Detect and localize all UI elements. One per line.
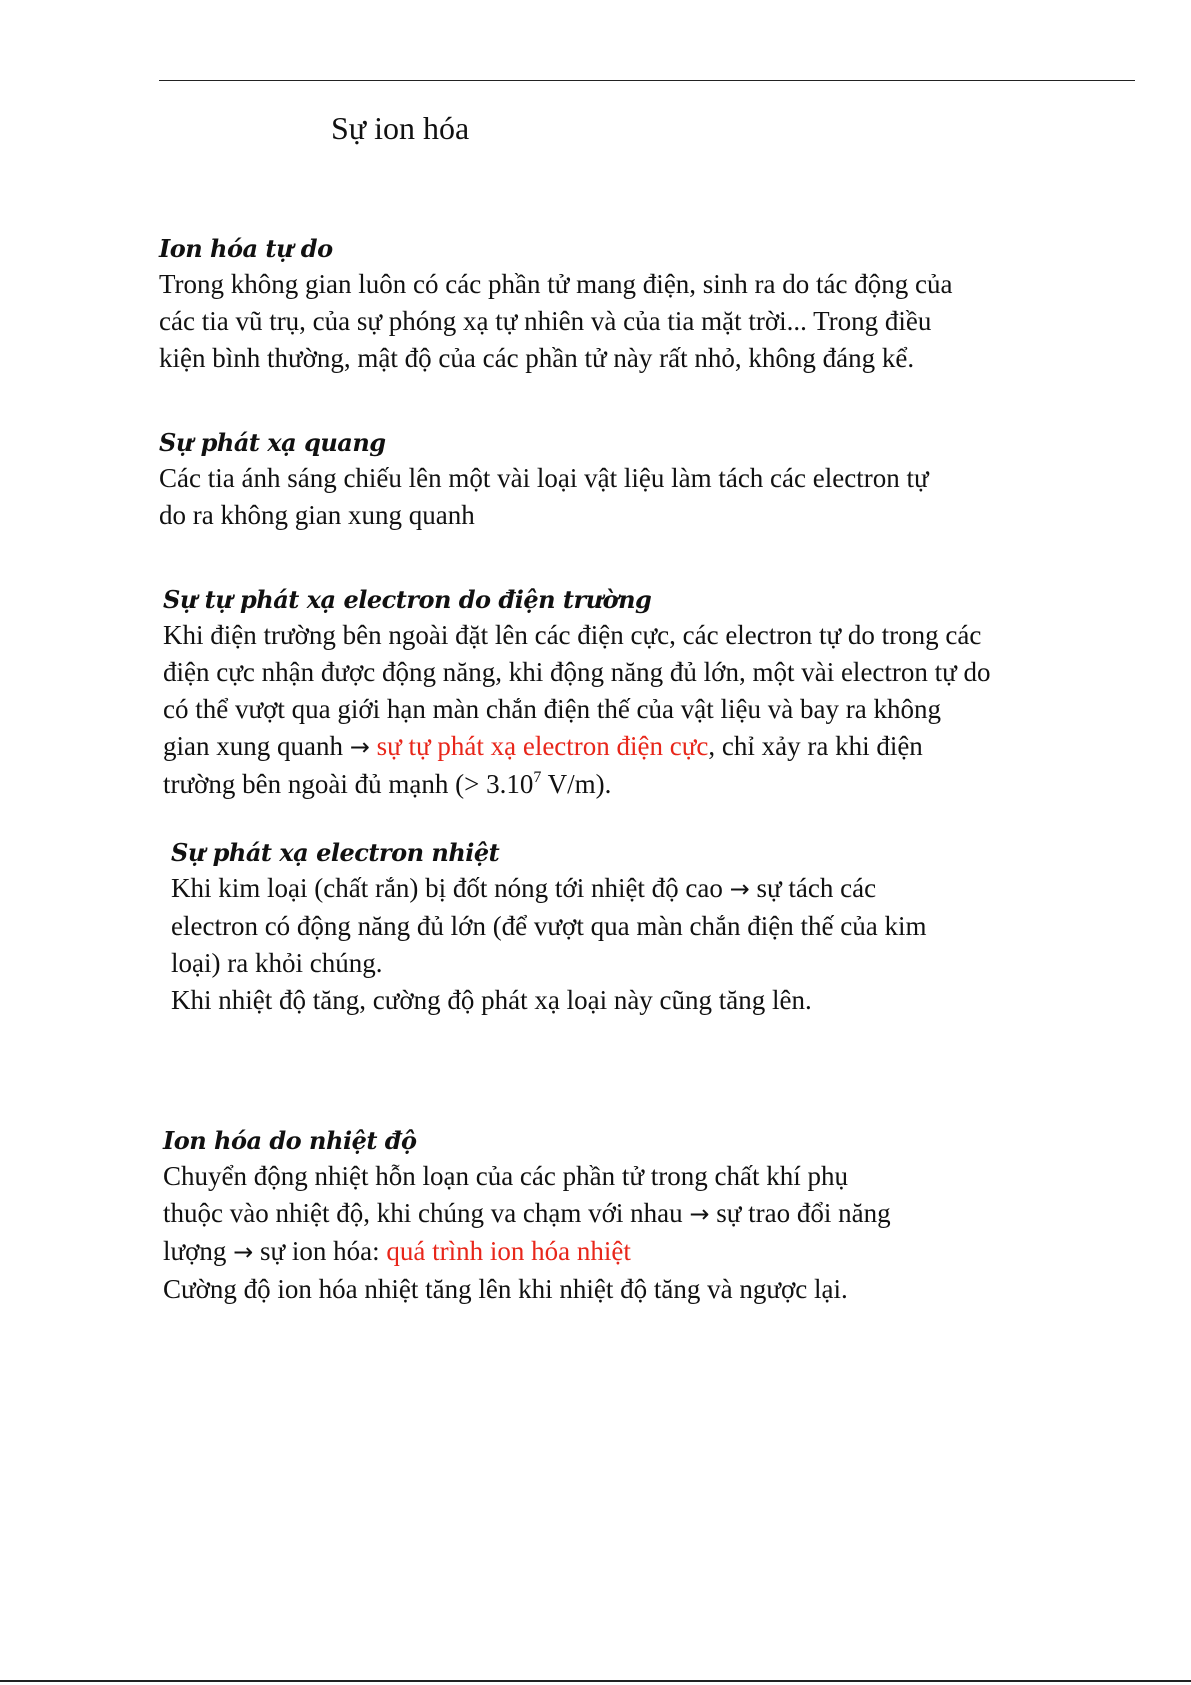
line-text: sự tách các — [756, 873, 877, 903]
line-text: , chỉ xảy ra khi điện — [708, 731, 923, 761]
section-heading: Ion hóa tự do — [159, 234, 333, 263]
section-heading: Sự tự phát xạ electron do điện trường — [163, 585, 652, 614]
right-arrow-icon: → — [349, 733, 370, 761]
right-arrow-icon: → — [233, 1238, 254, 1266]
page-title: Sự ion hóa — [331, 110, 470, 146]
paragraph-line — [163, 1233, 1143, 1271]
highlighted-term: sự tự phát xạ electron điện cực — [376, 731, 709, 761]
section-heading: Sự phát xạ electron nhiệt — [171, 838, 500, 867]
section-field-emission — [163, 583, 1143, 803]
section-photoemission — [159, 426, 1139, 534]
paragraph-line — [171, 870, 1151, 908]
paragraph-line: các tia vũ trụ, của sự phóng xạ tự nhiên và của tia mặt trời... Trong điều — [159, 306, 932, 336]
header-rule — [159, 80, 1135, 81]
line-text: sự ion hóa: — [260, 1236, 387, 1266]
line-text: gian xung quanh — [163, 731, 343, 761]
paragraph-line: Chuyển động nhiệt hỗn loạn của các phần tử trong chất khí phụ — [163, 1161, 848, 1191]
paragraph-line: loại) ra khỏi chúng. — [171, 948, 383, 978]
section-heading: Ion hóa do nhiệt độ — [163, 1126, 417, 1155]
section-free-ionization — [159, 232, 1139, 377]
right-arrow-icon: → — [729, 875, 750, 903]
paragraph-line: electron có động năng đủ lớn (để vượt qua màn chắn điện thế của kim — [171, 911, 927, 941]
right-arrow-icon: → — [689, 1200, 710, 1228]
section-thermionic-emission — [171, 836, 1151, 1019]
paragraph-line: Các tia ánh sáng chiếu lên một vài loại vật liệu làm tách các electron tự — [159, 463, 929, 493]
paragraph-line — [163, 1195, 1143, 1233]
paragraph-line: điện cực nhận được động năng, khi động năng đủ lớn, một vài electron tự do — [163, 657, 991, 687]
line-text: sự trao đổi năng — [716, 1198, 891, 1228]
line-text: thuộc vào nhiệt độ, khi chúng va chạm với nhau — [163, 1198, 683, 1228]
paragraph-line: Khi nhiệt độ tăng, cường độ phát xạ loại này cũng tăng lên. — [171, 985, 812, 1015]
line-text: V/m). — [541, 769, 612, 799]
paragraph-line: có thể vượt qua giới hạn màn chắn điện thế của vật liệu và bay ra không — [163, 694, 941, 724]
footer-rule — [0, 1680, 1191, 1682]
exponent: 7 — [533, 769, 542, 786]
line-text: lượng — [163, 1236, 227, 1266]
paragraph-line: kiện bình thường, mật độ của các phần tử này rất nhỏ, không đáng kể. — [159, 343, 915, 373]
line-text: trường bên ngoài đủ mạnh (> 3.10 — [163, 769, 534, 799]
section-thermal-ionization — [163, 1124, 1143, 1308]
highlighted-term: quá trình ion hóa nhiệt — [386, 1236, 631, 1266]
paragraph-line — [163, 728, 1143, 766]
paragraph-line: Trong không gian luôn có các phần tử mang điện, sinh ra do tác động của — [159, 269, 953, 299]
section-heading: Sự phát xạ quang — [159, 428, 386, 457]
line-text: Khi kim loại (chất rắn) bị đốt nóng tới nhiệt độ cao — [171, 873, 723, 903]
paragraph-line — [163, 766, 1143, 803]
paragraph-line: do ra không gian xung quanh — [159, 500, 475, 530]
paragraph-line: Cường độ ion hóa nhiệt tăng lên khi nhiệt độ tăng và ngược lại. — [163, 1274, 848, 1304]
paragraph-line: Khi điện trường bên ngoài đặt lên các điện cực, các electron tự do trong các — [163, 620, 982, 650]
